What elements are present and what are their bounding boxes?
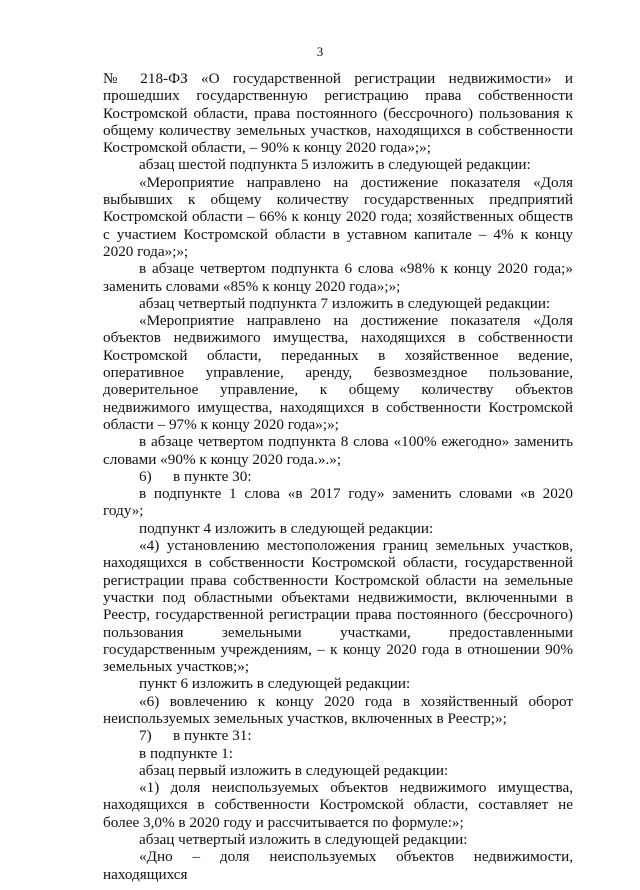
paragraph: «Дно – доля неиспользуемых объектов недвижимости, находящихся: [103, 848, 573, 883]
numbered-item: [103, 468, 573, 485]
paragraph: в абзаце четвертом подпункта 8 слова «100% ежегодно» заменить словами «90% к концу 2020 года.».»;: [103, 433, 573, 468]
paragraph: «6) вовлечению к концу 2020 года в хозяйственный оборот неиспользуемых земельных участков, включенных в Реестр;»;: [103, 692, 573, 727]
item-text: в пункте 31:: [173, 727, 252, 745]
paragraph: № 218-ФЗ «О государственной регистрации недвижимости» и прошедших государственную регистрацию права собственности Костромской области, права постоянного (бессрочного) пользования к общему количеству земельных участков, находящихся в собственности Костромской области, – 90% к концу 2020 года»;»;: [103, 70, 573, 157]
page-number: 3: [316, 44, 324, 59]
paragraph: «4) установлению местоположения границ земельных участков, находящихся в собственности Костромской области, государственной регистрации права собственности Костромской области на земельные участки под областными объектами недвижимости, включенными в Реестр, государственной регистрации права постоянного (бессрочного) пользования земельными участками, предоставленными государственным учреждениям, – к концу 2020 года в отношении 90% земельных участков;»;: [103, 537, 573, 676]
item-number: 6): [139, 467, 152, 485]
paragraph: пункт 6 изложить в следующей редакции:: [139, 675, 411, 693]
item-text: в пункте 30:: [173, 467, 252, 485]
paragraph: в подпункте 1:: [139, 744, 233, 762]
paragraph: абзац шестой подпункта 5 изложить в следующей редакции:: [139, 156, 531, 174]
paragraph: «1) доля неиспользуемых объектов недвижимого имущества, находящихся в собственности Костромской области, составляет не более 3,0% в 2020 году и рассчитывается по формуле:»;: [103, 779, 573, 831]
paragraph: в подпункте 1 слова «в 2017 году» заменить словами «в 2020 году»;: [103, 485, 573, 520]
paragraph: абзац четвертый изложить в следующей редакции:: [139, 831, 468, 849]
numbered-item: [103, 727, 573, 744]
paragraph: в абзаце четвертом подпункта 6 слова «98% к концу 2020 года;» заменить словами «85% к концу 2020 года»;»;: [103, 260, 573, 295]
paragraph: «Мероприятие направлено на достижение показателя «Доля объектов недвижимого имущества, находящихся в собственности Костромской области, переданных в хозяйственное ведение, оперативное управление, аренду, безвозмездное пользование, доверительное управление, к общему количеству объектов недвижимого имущества, находящихся в собственности Костромской области – 97% к концу 2020 года»;»;: [103, 312, 573, 433]
paragraph: абзац четвертый подпункта 7 изложить в следующей редакции:: [139, 294, 551, 312]
item-number: 7): [139, 727, 152, 745]
document-body: [103, 70, 573, 883]
paragraph: подпункт 4 изложить в следующей редакции:: [139, 519, 434, 537]
paragraph: «Мероприятие направлено на достижение показателя «Доля выбывших к общему количеству государственных предприятий Костромской области – 66% к концу 2020 года; хозяйственных обществ с участием Костромской области в уставном капитале – 4% к концу 2020 года»;»;: [103, 173, 573, 260]
paragraph: абзац первый изложить в следующей редакции:: [139, 761, 449, 779]
